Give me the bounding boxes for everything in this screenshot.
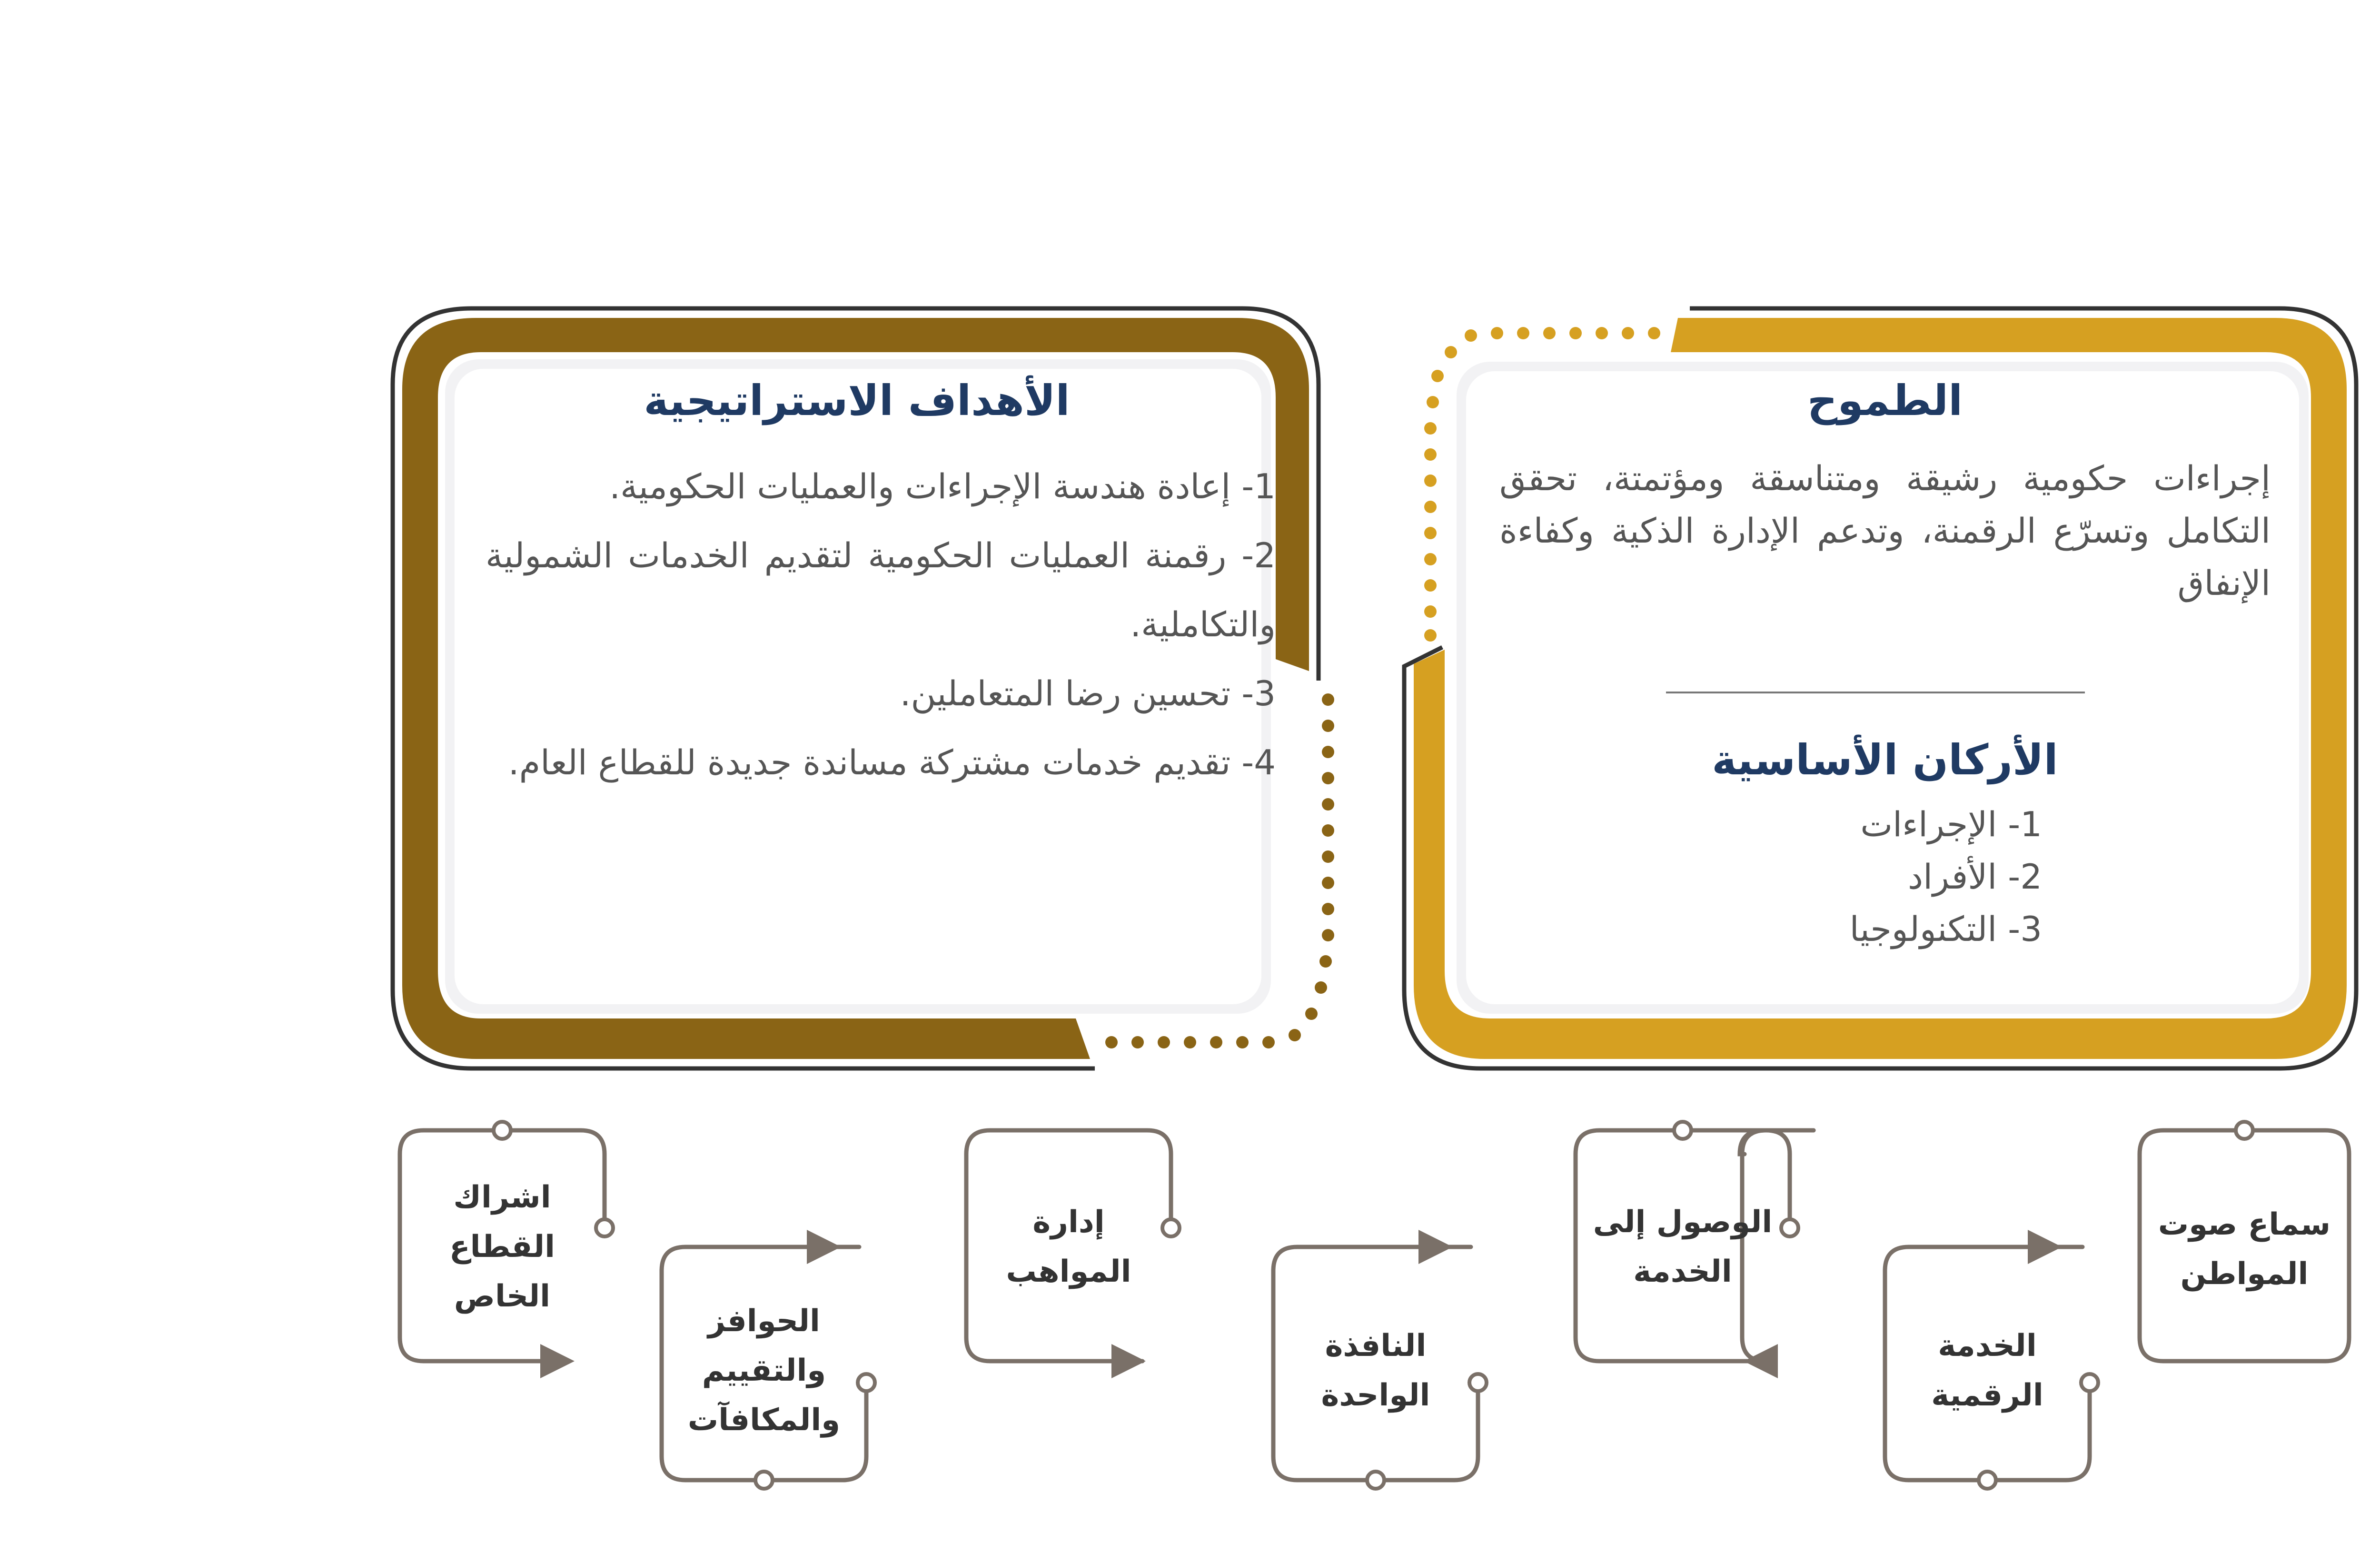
step-label: إدارة المواهب [1006, 1205, 1131, 1289]
step-label: سماع صوت المواطن [2158, 1207, 2331, 1292]
step-label: اشراك القطاع الخاص [449, 1180, 555, 1314]
goal-item: 1- إعادة هندسة الإجراءات والعمليات الحكومية. [609, 466, 1276, 506]
step-label: الوصول إلى الخدمة [1593, 1205, 1773, 1289]
step-label: الحوافز والتقييم والمكافآت [687, 1304, 841, 1438]
goal-item: 3- تحسين رضا المتعاملين. [900, 673, 1276, 713]
ambition-title: الطموح [1807, 376, 1963, 425]
step-label: النافذة الواحدة [1321, 1328, 1430, 1413]
goal-item: 4- تقديم خدمات مشتركة مساندة جديدة للقطاع العام. [508, 742, 1276, 782]
pillar-item: 2- الأفراد [1908, 857, 2042, 897]
step-label: الخدمة الرقمية [1931, 1328, 2043, 1413]
pillar-item: 1- الإجراءات [1860, 804, 2042, 844]
goals-title: الأهداف الاستراتيجية [644, 376, 1070, 425]
pillar-item: 3- التكنولوجيا [1849, 909, 2042, 949]
goal-item: 2- رقمنة العمليات الحكومية لتقديم الخدمات الشمولية والتكاملية. [486, 535, 1276, 644]
pillars-title: الأركان الأساسية [1712, 735, 2058, 784]
ambition-text: إجراءات حكومية رشيقة ومتناسقة ومؤتمتة، تحقق التكامل وتسرّع الرقمنة، وتدعم الإدارة الذكية وكفاءة الإنفاق [1499, 458, 2271, 603]
